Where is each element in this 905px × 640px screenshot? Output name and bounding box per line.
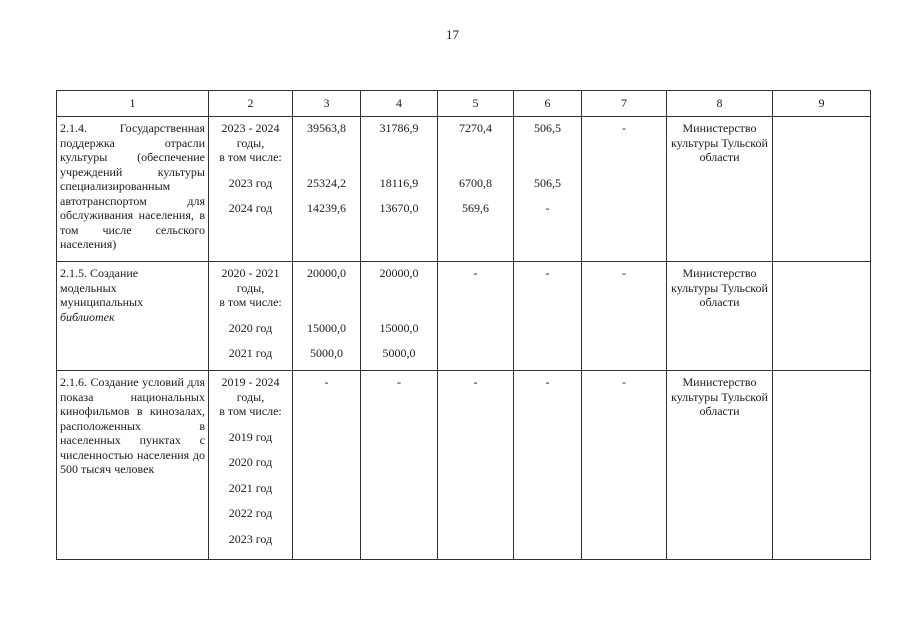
responsible-cell: Министерство культуры Тульской области [667,117,773,262]
col3-cell: - [293,371,361,560]
col9-cell [773,262,871,371]
row-name-cell: 2.1.6. Создание условий для показа национальных кинофильмов в кинозалах, расположенных в населенных пунктах с численностью населения до 500 тысяч человек [57,371,209,560]
header-cell: 4 [361,91,438,117]
header-row [57,91,871,117]
row-period-cell: 2020 - 2021 годы, в том числе: 2020 год 2021 год [209,262,293,371]
col3-cell: 39563,8 25324,2 14239,6 [293,117,361,262]
col6-cell: 506,5 506,5 - [514,117,582,262]
header-cell: 7 [582,91,667,117]
table-row [57,371,871,560]
page-number: 17 [446,27,459,42]
row-name-cell: 2.1.5. Создание модельных муниципальных библиотек [57,262,209,371]
header-cell: 1 [57,91,209,117]
header-cell: 8 [667,91,773,117]
col4-cell: 20000,0 15000,0 5000,0 [361,262,438,371]
responsible-cell: Министерство культуры Тульской области [667,262,773,371]
col7-cell: - [582,117,667,262]
responsible-cell: Министерство культуры Тульской области [667,371,773,560]
header-cell: 5 [438,91,514,117]
col4-cell: 31786,9 18116,9 13670,0 [361,117,438,262]
row-name-cell: 2.1.4. Государственная поддержка отрасли культуры (обеспечение учреждений культуры специализированным автотранспортом для обслуживания населения, в том числе сельского населения) [57,117,209,262]
col6-cell: - [514,371,582,560]
row-period-cell: 2019 - 2024 годы, в том числе: 2019 год 2020 год 2021 год 2022 год 2023 год [209,371,293,560]
col7-cell: - [582,371,667,560]
row-period-cell: 2023 - 2024 годы, в том числе: 2023 год 2024 год [209,117,293,262]
program-table [56,90,871,560]
col6-cell: - [514,262,582,371]
col5-cell: 7270,4 6700,8 569,6 [438,117,514,262]
header-cell: 3 [293,91,361,117]
col9-cell [773,117,871,262]
col9-cell [773,371,871,560]
header-cell: 9 [773,91,871,117]
col7-cell: - [582,262,667,371]
header-cell: 6 [514,91,582,117]
header-cell: 2 [209,91,293,117]
col5-cell: - [438,262,514,371]
table-row [57,262,871,371]
col3-cell: 20000,0 15000,0 5000,0 [293,262,361,371]
col4-cell: - [361,371,438,560]
col5-cell: - [438,371,514,560]
table-row [57,117,871,262]
